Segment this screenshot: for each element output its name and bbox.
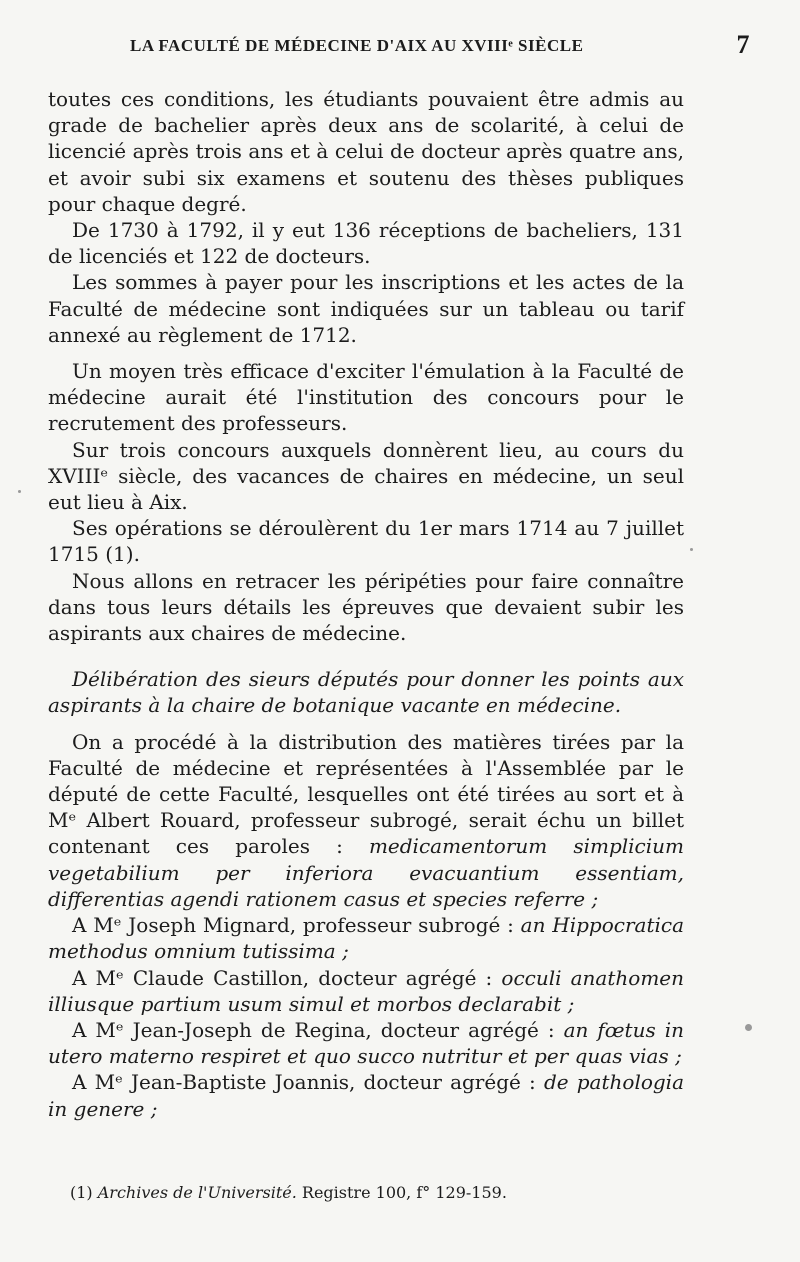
entry-name: A Mᵉ Jean-Baptiste Joannis, docteur agrégé : — [72, 1070, 544, 1095]
entry-name: A Mᵉ Claude Castillon, docteur agrégé : — [72, 965, 502, 990]
paper-speck — [690, 548, 693, 551]
footnote-marker: (1) — [70, 1183, 98, 1202]
paragraph: toutes ces conditions, les étudiants pouvaient être admis au grade de bachelier après deux ans de scolarité, à celui de licencié après trois ans et à celui de docteur après quatre ans, et avoir subi six examens et soutenu des thèses publiques pour chaque degré. — [48, 87, 684, 216]
entry — [48, 1069, 684, 1121]
entry-topic: an Hippocratica methodus omnium tutissima ; — [48, 913, 685, 964]
procedure-intro: On a procédé à la distribution des matières tirées par la Faculté de médecine et représentées à l'Assemblée par le député de cette Faculté, lesquelles ont été tirées au sort et à Mᵉ Albert Rouard, professeur subrogé, serait échu un billet contenant ces paroles : — [48, 729, 684, 859]
running-head — [130, 30, 750, 59]
entry-name: A Mᵉ Joseph Mignard, professeur subrogé : — [72, 913, 521, 938]
entry — [48, 1017, 684, 1069]
entry-topic: occuli anathomen illiusque partium usum simul et morbos declarabit ; — [48, 965, 684, 1016]
paper-speck — [18, 490, 21, 493]
procedure-paragraph — [48, 729, 684, 912]
entry-topic: an fœtus in utero materno respiret et quo succo nutritur et per quas vias ; — [48, 1017, 684, 1069]
section-heading: Délibération des sieurs députés pour donner les points aux aspirants à la chaire de botanique vacante en médecine. — [48, 667, 684, 718]
page-number: 7 — [736, 30, 750, 59]
paragraph: Ses opérations se déroulèrent du 1er mars 1714 au 7 juillet 1715 (1). — [48, 516, 684, 567]
entry — [48, 965, 684, 1017]
entry-name: A Mᵉ Jean-Joseph de Regina, docteur agrégé : — [72, 1017, 564, 1042]
entry — [48, 912, 684, 964]
paper-speck — [745, 1024, 752, 1031]
running-head-title: LA FACULTÉ DE MÉDECINE D'AIX AU XVIIIᵉ SIÈCLE — [130, 36, 584, 55]
footnote-reference: Registre 100, f° 129-159. — [296, 1183, 507, 1202]
entry-topic: de pathologia in genere ; — [48, 1070, 684, 1121]
paragraph: Les sommes à payer pour les inscriptions et les actes de la Faculté de médecine sont indiquées sur un tableau ou tarif annexé au règlement de 1712. — [48, 270, 684, 347]
paragraph: Nous allons en retracer les péripéties pour faire connaître dans tous leurs détails les épreuves que devaient subir les aspirants aux chaires de médecine. — [48, 568, 684, 646]
footnote-source: Archives de l'Université. — [97, 1183, 297, 1202]
body-text — [48, 86, 684, 1122]
paragraph: Sur trois concours auxquels donnèrent lieu, au cours du XVIIIᵉ siècle, des vacances de chaires en médecine, un seul eut lieu à Aix. — [48, 437, 684, 515]
footnote — [70, 1183, 507, 1202]
procedure-quote: medicamentorum simplicium vegetabilium per inferiora evacuantium essentiam, differentias agendi rationem casus et species referre ; — [48, 834, 684, 911]
paragraph: Un moyen très efficace d'exciter l'émulation à la Faculté de médecine aurait été l'institution des concours pour le recrutement des professeurs. — [48, 359, 684, 436]
paragraph: De 1730 à 1792, il y eut 136 réceptions de bacheliers, 131 de licenciés et 122 de docteurs. — [48, 218, 684, 269]
